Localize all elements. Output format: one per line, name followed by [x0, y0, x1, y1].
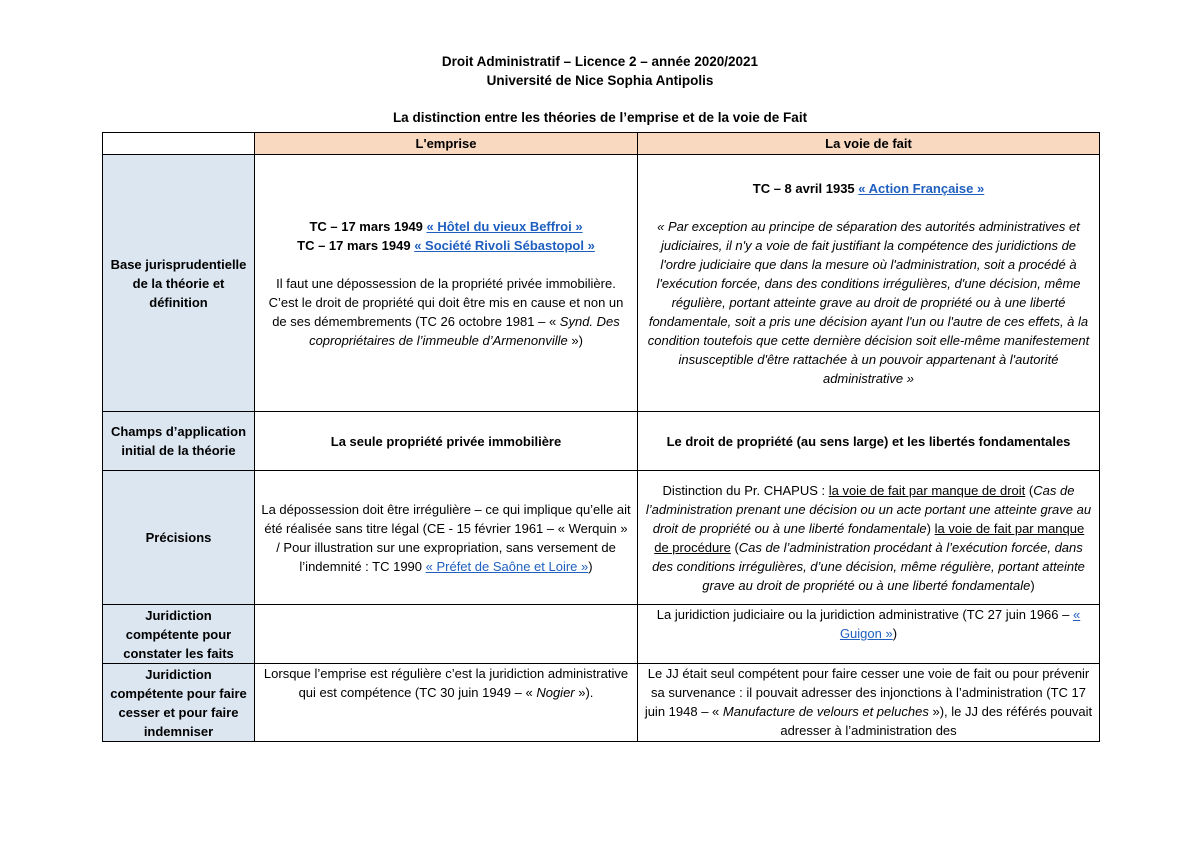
cell-constater-emprise	[255, 605, 638, 664]
spacer	[644, 198, 1093, 217]
table-row	[103, 155, 1100, 412]
case-line	[644, 179, 1093, 198]
cell-cesser-emprise	[255, 664, 638, 742]
cell-precisions-voie-de-fait	[638, 471, 1100, 605]
table-row	[103, 664, 1100, 742]
row-label-precisions: Précisions	[103, 471, 255, 605]
table-header-row	[103, 133, 1100, 155]
document-title: La distinction entre les théories de l’emprise et de la voie de Fait	[392, 110, 808, 125]
precision-end: )	[588, 558, 593, 574]
column-header-emprise: L'emprise	[255, 133, 638, 155]
definition-text	[261, 274, 631, 350]
row-label-base: Base jurisprudentielle de la théorie et définition	[103, 155, 255, 412]
cesser-voie-case: Manufacture de velours et peluches	[722, 704, 929, 719]
paren: )	[926, 520, 935, 536]
manque-de-procedure: la voie de fait par manque de procédure	[654, 520, 1085, 555]
case-date: TC – 8 avril 1935	[752, 180, 859, 196]
document-header	[0, 52, 1200, 127]
manque-de-droit: la voie de fait par manque de droit	[828, 482, 1026, 498]
cell-base-emprise	[255, 155, 638, 412]
cesser-emprise-text: Lorsque l’emprise est régulière c’est la juridiction administrative qui est compétence (TC 30 juin 1949 – «	[263, 666, 629, 700]
cell-champs-voie-de-fait: Le droit de propriété (au sens large) et les libertés fondamentales	[638, 412, 1100, 471]
course-line: Droit Administratif – Licence 2 – année 2020/2021	[441, 54, 759, 69]
definition-quote: « Par exception au principe de séparation des autorités administratives et judiciaires, il n'y a voie de fait justifiant la compétence des juridictions de l'ordre judiciaire que dans la mesure où l'administration, soit a procédé à l'exécution forcée, dans des conditions irrégulières, d'une décision, même régulière, portant atteinte grave au droit de propriété ou à une liberté fondamentale, soit a pris une décision ayant l'un ou l'autre de ces effets, à la condition toutefois que cette dernière décision soit elle-même manifestement insusceptible d'être rattachée à un pouvoir appartenant à l'autorité administrative »	[647, 218, 1090, 386]
table-row	[103, 412, 1100, 471]
column-header-voie-de-fait: La voie de fait	[638, 133, 1100, 155]
precision-text: La dépossession doit être irrégulière – ce qui implique qu’elle ait été réalisée sans titre légal (CE - 15 février 1961 – « Werquin » / Pour illustration sur une expropriation, sans versement de l’indemnité : TC 1990	[261, 501, 631, 574]
manque-de-droit-desc: Cas de l’administration prenant une décision ou un acte portant une atteinte grave au droit de propriété ou à une liberté fondamentale	[645, 482, 1092, 536]
case-date: TC – 17 mars 1949	[297, 237, 415, 253]
case-link-prefet-saone-loire[interactable]: « Préfet de Saône et Loire »	[425, 558, 589, 574]
cell-constater-voie-de-fait	[638, 605, 1100, 664]
definition-case-name: Synd. Des copropriétaires de l’immeuble d’Armenonville	[309, 313, 620, 348]
cell-cesser-voie-de-fait	[638, 664, 1100, 742]
definition-body: Il faut une dépossession de la propriété privée immobilière. C’est le droit de propriété qui doit être mis en cause et non un de ses démembrements (TC 26 octobre 1981 – «	[268, 275, 624, 329]
row-label-cesser: Juridiction compétente pour faire cesser et pour faire indemniser	[103, 664, 255, 742]
chapus-intro: Distinction du Pr. CHAPUS :	[662, 482, 829, 498]
spacer	[261, 255, 631, 274]
table-row	[103, 471, 1100, 605]
comparison-table	[102, 132, 1100, 742]
cell-champs-emprise: La seule propriété privée immobilière	[255, 412, 638, 471]
cesser-emprise-case: Nogier	[536, 685, 575, 700]
cesser-voie-text: Le JJ était seul compétent pour faire cesser une voie de fait ou pour prévenir sa survenance : il pouvait adresser des injonctions à l’administration (TC 17 juin 1948 – «	[644, 666, 1090, 719]
row-label-constater: Juridiction compétente pour constater les faits	[103, 605, 255, 664]
row-label-champs: Champs d’application initial de la théorie	[103, 412, 255, 471]
manque-de-procedure-desc: Cas de l’administration procédant à l’exécution forcée, dans des conditions irrégulières, d’une décision, même régulière, portant atteinte grave au droit de propriété ou à une liberté fondamentale	[652, 539, 1085, 593]
cell-precisions-emprise	[255, 471, 638, 605]
table-row	[103, 605, 1100, 664]
university-line: Université de Nice Sophia Antipolis	[486, 73, 714, 88]
definition-end: »)	[567, 332, 583, 348]
cesser-voie-end: »), le JJ des référés pouvait adresser à l’administration des	[780, 704, 1093, 738]
case-link-action-francaise[interactable]: « Action Française »	[858, 180, 985, 196]
empty-corner-cell	[103, 133, 255, 155]
case-line	[261, 217, 631, 236]
constater-end: )	[892, 626, 898, 641]
paren: (	[1025, 482, 1034, 498]
case-line	[261, 236, 631, 255]
case-link-hotel-beffroi[interactable]: « Hôtel du vieux Beffroi »	[426, 218, 583, 234]
paren: )	[1030, 577, 1035, 593]
cell-base-voie-de-fait	[638, 155, 1100, 412]
case-link-rivoli-sebastopol[interactable]: « Société Rivoli Sébastopol »	[414, 237, 595, 253]
case-date: TC – 17 mars 1949	[309, 218, 427, 234]
cesser-emprise-end: »).	[574, 685, 594, 700]
paren: (	[730, 539, 739, 555]
constater-text: La juridiction judiciaire ou la juridiction administrative (TC 27 juin 1966 –	[656, 607, 1073, 622]
case-link-guigon[interactable]: « Guigon »	[839, 607, 1081, 641]
